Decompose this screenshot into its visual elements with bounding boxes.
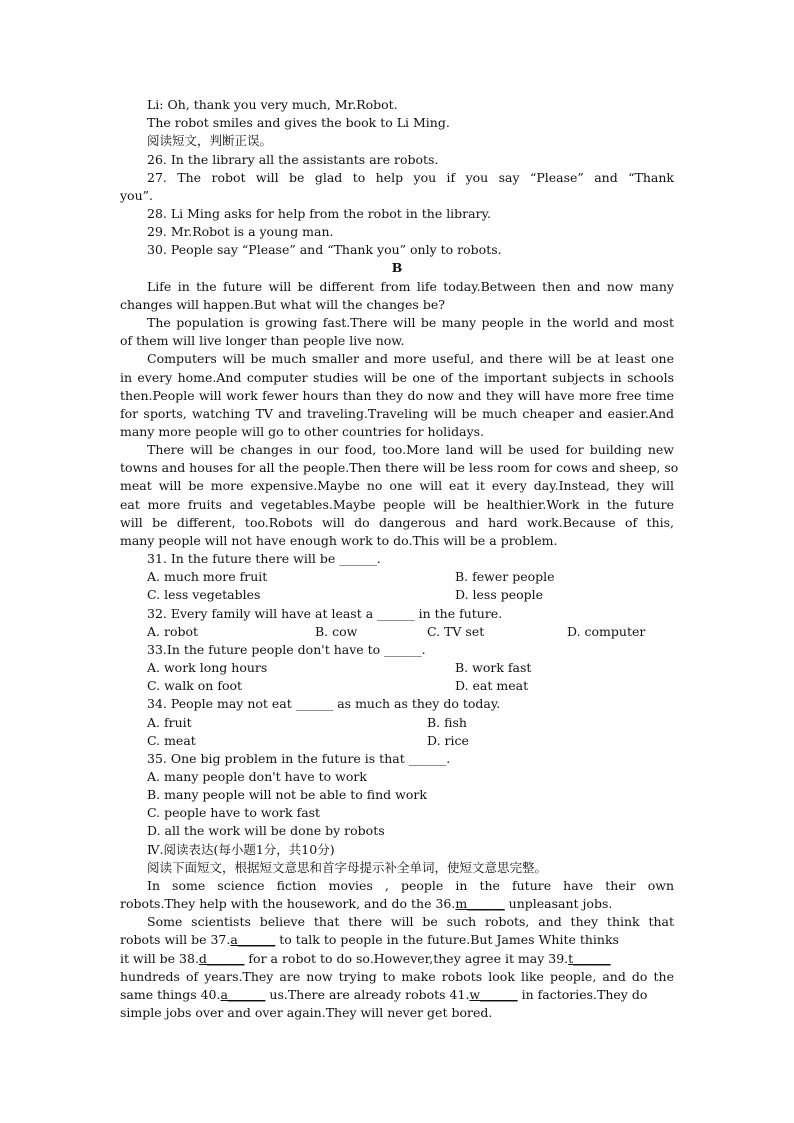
passage-line: many people will not have enough work to do.This will be a problem. [120,533,558,548]
passage-line: eat more fruits and vegetables.Maybe people will be healthier.Work in the future [120,497,674,512]
passage-line: changes will happen.But what will the changes be? [120,297,445,312]
option-34-d: D. rice [427,733,469,748]
passage-line: in every home.And computer studies will be one of the important subjects in schools [120,370,674,385]
passage-line: many more people will go to other countries for holidays. [120,424,485,439]
section-iv-instruction: 阅读下面短文，根据短文意思和首字母提示补全单词，使短文意思完整。 [147,860,548,875]
text-segment: to talk to people in the future.But James White thinks [275,932,619,947]
passage-line-with-blank [120,895,674,913]
question-31: 31. In the future there will be ______. [147,551,381,566]
question-28: 28. Li Ming asks for help from the robot in the library. [147,206,491,221]
option-34-a: A. fruit [147,715,192,730]
passage-line: for sports, watching TV and traveling.Traveling will be much cheaper and easier.And [120,406,674,421]
text-segment: unpleasant jobs. [504,896,613,911]
blank-41[interactable]: w______ [469,987,518,1002]
blank-36[interactable]: m______ [455,896,505,911]
option-35-d: D. all the work will be done by robots [147,823,385,838]
option-33-d: D. eat meat [455,678,529,693]
passage-line: simple jobs over and over again.They will never get bored. [120,1005,493,1020]
text-segment: us.There are already robots 41. [265,987,470,1002]
option-33-b: B. work fast [455,660,532,675]
text-segment: in factories.They do [517,987,648,1002]
option-35-b: B. many people will not be able to find work [147,787,427,802]
option-35-a: A. many people don't have to work [147,769,367,784]
passage-heading: B [391,260,403,275]
passage-line-with-blank [120,931,674,949]
dialogue-line: The robot smiles and gives the book to Li Ming. [147,115,450,130]
option-32-d: D. computer [567,624,646,639]
dialogue-line: Li: Oh, thank you very much, Mr.Robot. [147,97,398,112]
passage-line: towns and houses for all the people.Then there will be less room for cows and sheep, so [120,460,679,475]
passage-line: Life in the future will be different from life today.Between then and now many [147,279,674,294]
option-33-a: A. work long hours [147,660,268,675]
option-34-c: C. meat [147,733,196,748]
option-35-c: C. people have to work fast [147,805,321,820]
blank-39[interactable]: t______ [568,951,611,966]
passage-line: The population is growing fast.There will be many people in the world and most [147,315,674,330]
passage-line: There will be changes in our food, too.More land will be used for building new [147,442,674,457]
blank-38[interactable]: d______ [198,951,245,966]
passage-line-with-blank [120,986,674,1004]
passage-line: hundreds of years.They are now trying to make robots look like people, and do the [120,969,674,984]
question-33: 33.In the future people don't have to ______. [147,642,426,657]
question-30: 30. People say “Please” and “Thank you” only to robots. [147,242,502,257]
section-instruction: 阅读短文，判断正误。 [147,133,273,148]
passage-line: Computers will be much smaller and more useful, and there will be at least one [147,351,674,366]
passage-line-with-blank [120,950,674,968]
passage-line: then.People will work fewer hours than they do now and they will have more free time [120,388,674,403]
option-32-c: C. TV set [427,624,485,639]
blank-40[interactable]: a______ [220,987,266,1002]
question-27-continued: you”. [120,188,154,203]
option-31-a: A. much more fruit [147,569,268,584]
question-35: 35. One big problem in the future is that ______. [147,751,451,766]
question-29: 29. Mr.Robot is a young man. [147,224,334,239]
option-31-d: D. less people [455,587,544,602]
passage-line: of them will live longer than people live now. [120,333,405,348]
section-iv-title: Ⅳ.阅读表达(每小题1分，共10分) [147,842,335,857]
question-26: 26. In the library all the assistants are robots. [147,152,439,167]
question-27: 27. The robot will be glad to help you if you say “Please” and “Thank [147,170,674,185]
option-33-c: C. walk on foot [147,678,243,693]
question-34: 34. People may not eat ______ as much as they do today. [147,696,501,711]
option-31-c: C. less vegetables [147,587,261,602]
option-32-b: B. cow [315,624,358,639]
text-segment: robots will be 37. [120,932,231,947]
option-32-a: A. robot [147,624,199,639]
option-31-b: B. fewer people [455,569,555,584]
passage-line: In some science fiction movies , people in the future have their own [147,878,674,893]
blank-37[interactable]: a______ [230,932,276,947]
passage-line: meat will be more expensive.Maybe no one will eat it every day.Instead, they will [120,478,674,493]
text-segment: robots.They help with the housework, and do the 36. [120,896,456,911]
question-32: 32. Every family will have at least a ______ in the future. [147,606,503,621]
passage-line: will be different, too.Robots will do dangerous and hard work.Because of this, [120,515,674,530]
option-34-b: B. fish [427,715,467,730]
passage-line: Some scientists believe that there will be such robots, and they think that [147,914,674,929]
text-segment: for a robot to do so.However,they agree it may 39. [244,951,569,966]
text-segment: it will be 38. [120,951,199,966]
text-segment: same things 40. [120,987,221,1002]
